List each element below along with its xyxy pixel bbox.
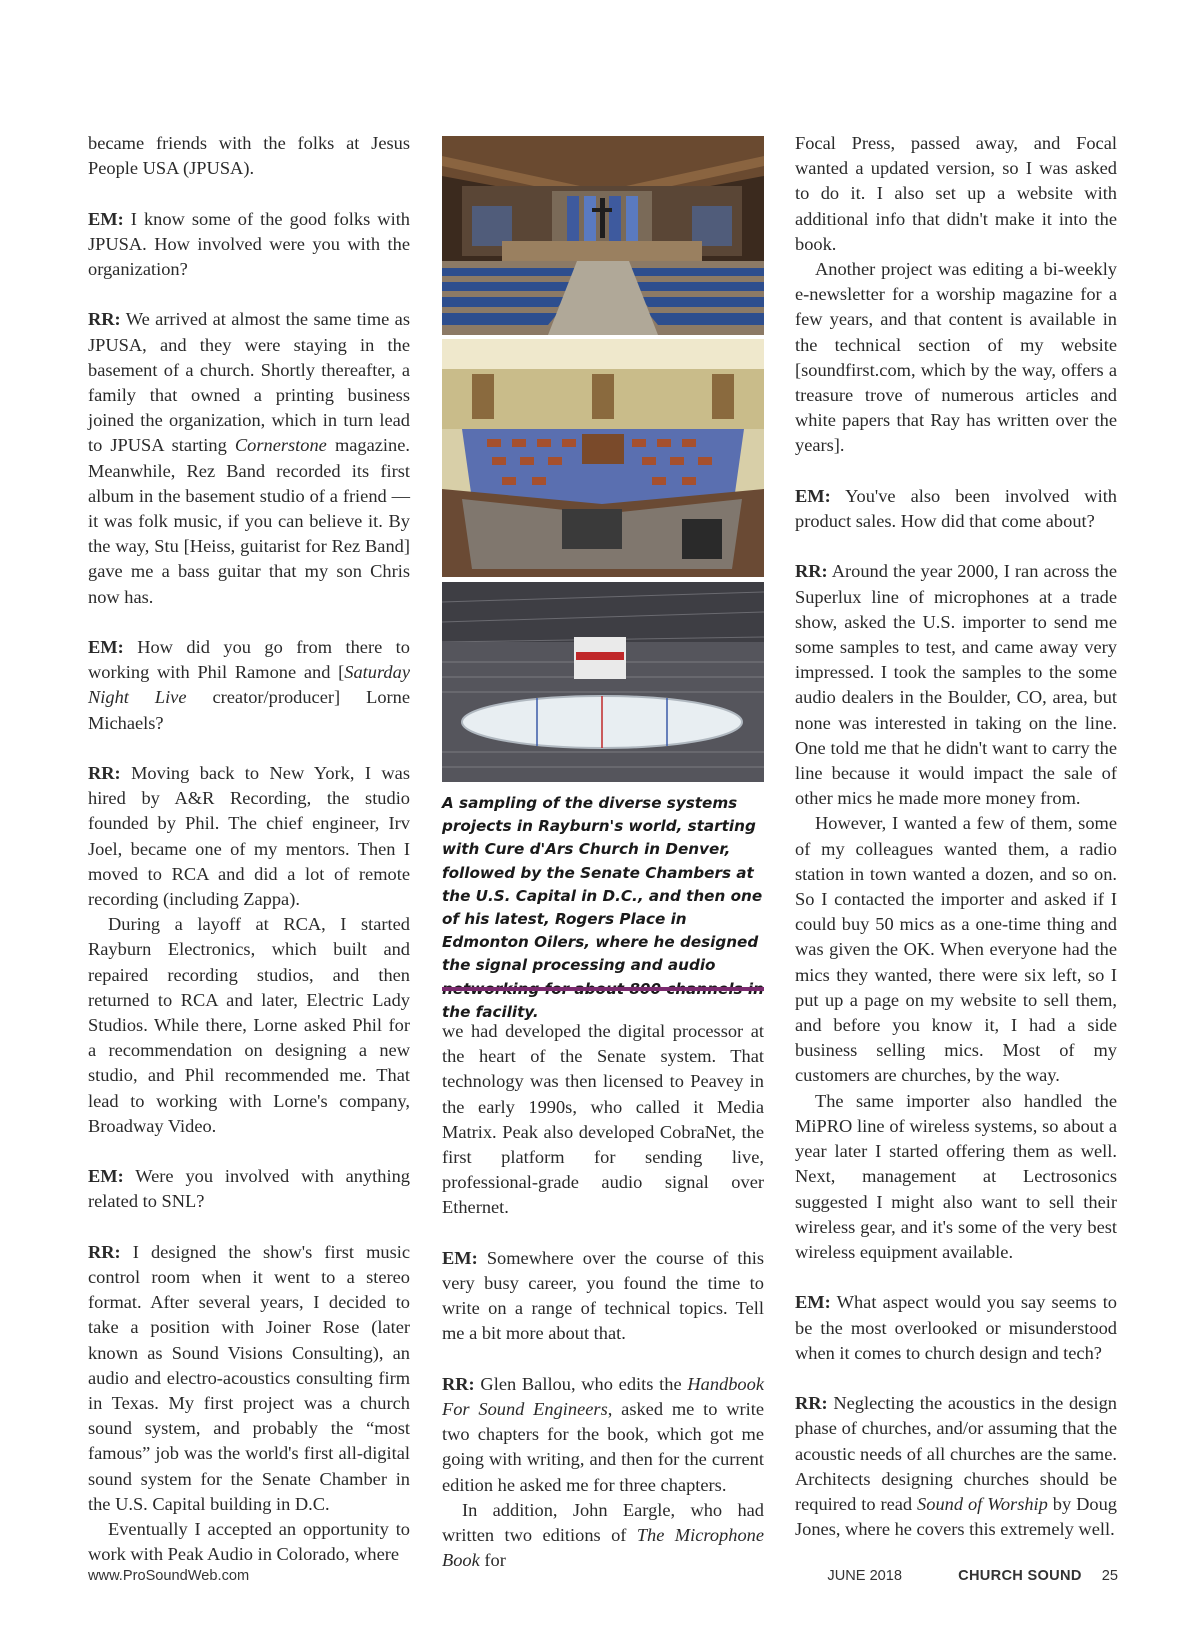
paragraph-text: by Doug Jones, where he covers this extremely well. [795,1493,1117,1540]
speaker-label: RR: [88,1241,121,1262]
paragraph: During a layoff at RCA, I started Rayburn Electronics, which built and repaired recording studios, and then returned to RCA and later, Electric Lady Studios. While there, Lorne asked Phil for a recommendation on designing a new studio, and Phil recommended me. That lead to working with Lorne's company, Broadway Video. [88,914,410,1136]
footer-website: www.ProSoundWeb.com [88,1568,250,1584]
book-title: The Microphone Book [442,1525,764,1571]
paragraph-text: You've also been involved with product sales. How did that come about? [795,485,1117,532]
speaker-label: RR: [88,763,121,784]
page-number: 25 [1101,1568,1118,1584]
paragraph [88,761,410,912]
show-title: Saturday Night Live [88,662,410,708]
paragraph-text: magazine. Meanwhile, Rez Band recorded its first album in the basement studio of a friend — it was folk music, if you can believe it. By the way, Stu [Heiss, guitarist for Rez Band] gave me a bass guitar that my son Chris now has. [88,435,410,607]
paragraph-text: I designed the show's first music control room when it went to a stereo format. After several years, I decided to take a position with Joiner Rose (later known as Sound Visions Consulting), an audio and electro-acoustics consulting firm in Texas. My first project was a church sound system, and probably the “most famous” job was the world's first all-digital sound system for the Senate Chamber in the U.S. Capital building in D.C. [88,1241,410,1514]
paragraph-text: Glen Ballou, who edits the [474,1373,688,1394]
paragraph: However, I wanted a few of them, some of my colleagues wanted them, a radio station in town wanted a dozen, and so on. So I contacted the importer and asked if I could buy 50 mics as a one-time thing and was given the OK. When everyone had the mics they wanted, there were six left, so I put up a page on my website to sell them, and before you know it, I had a side business selling mics. Most of my customers are churches, by the way. [795,813,1117,1086]
article-column-3 [795,131,1117,1542]
paragraph-text: , asked me to write two chapters for the book, which got me going with writing, and then for the current edition he asked me for three chapters. [442,1399,765,1495]
speaker-label: RR: [795,1393,828,1414]
paragraph-text: for [479,1550,506,1571]
paragraph-text: creator/producer] Lorne Michaels? [88,687,410,733]
paragraph [88,635,410,736]
paragraph-text: Moving back to New York, I was hired by A&R Recording, the studio founded by Phil. The chief engineer, Irv Joel, became one of my mentors. Then I moved to RCA and did a lot of remote recording (including Zappa). [88,763,410,910]
paragraph: became friends with the folks at Jesus People USA (JPUSA). [88,133,410,179]
paragraph [795,1290,1117,1366]
paragraph-text: I know some of the good folks with JPUSA. How involved were you with the organization? [88,208,410,279]
issue-date: JUNE 2018 [827,1568,903,1584]
magazine-name: CHURCH SOUND [958,1568,1082,1584]
speaker-label: EM: [88,637,124,658]
speaker-label: RR: [88,309,121,330]
caption-divider [442,987,764,991]
paragraph-text: We arrived at almost the same time as JPUSA, and they were staying in the basement of a church. Shortly thereafter, a family that owned a printing business joined the organization, which in turn lead to JPUSA starting [88,309,410,456]
paragraph: we had developed the digital processor at the heart of the Senate system. That technology was then licensed to Peavey in the early 1990s, who called it Media Matrix. Peak also developed CobraNet, the first platform for sending live, professional-grade audio signal over Ethernet. [442,1021,764,1218]
paragraph-text: Were you involved with anything related to SNL? [88,1166,410,1212]
speaker-label: RR: [795,561,828,582]
paragraph [442,1372,764,1498]
paragraph-text: How did you go from there to working with Phil Ramone and [ [88,637,410,683]
paragraph-text: In addition, John Eargle, who had written two editions of [442,1499,764,1546]
book-title: Handbook For Sound Engineers [442,1373,764,1420]
paragraph [88,1240,410,1517]
paragraph: The same importer also handled the MiPRO line of wireless systems, so about a year later I started offering them as well. Next, management at Lectrosonics suggested I might also want to sell their wireless gear, and it's some of the very best wireless equipment available. [795,1090,1117,1262]
speaker-label: EM: [88,1166,124,1187]
paragraph-text: Around the year 2000, I ran across the Superlux line of microphones at a trade show, asked the U.S. importer to send me some samples to test, and came away very impressed. I took the samples to the some audio dealers in the Boulder, CO, area, but none was interested in taking on the line. One told me that he didn't want to carry the line because it would impact the sale of other mics he made more money from. [795,561,1117,809]
paragraph-text: Neglecting the acoustics in the design phase of churches, and/or assuming that the acoustic needs of all churches are the same. Architects designing churches should be required to read [795,1393,1117,1514]
photo-caption: A sampling of the diverse systems projects in Rayburn's world, starting with Cure d'Ars Church in Denver, followed by the Senate Chambers at the U.S. Capital in D.C., and then one of his latest, Rogers Place in Edmonton Oilers, where he designed the signal processing and audio the facility. [442,794,763,1021]
paragraph [88,207,410,283]
paragraph [88,307,410,609]
article-column-1 [88,131,410,1567]
speaker-label: EM: [88,208,124,229]
paragraph [795,1391,1117,1542]
paragraph: Another project was editing a bi-weekly e-newsletter for a worship magazine for a few years, and that content is available in the technical section of my website [soundfirst.com, which by the way, offers a treasure trove of numerous articles and white papers that Ray has written over the years]. [795,259,1117,456]
arena-photo [442,582,764,782]
paragraph-text: What aspect would you say seems to be the most overlooked or misunderstood when it comes to church design and tech? [795,1292,1117,1363]
paragraph: Focal Press, passed away, and Focal wanted a updated version, so I was asked to do it. I also set up a website with additional info that didn't make it into the book. [795,133,1117,254]
book-title: Sound of Worship [917,1493,1048,1514]
paragraph [795,559,1117,811]
magazine-title: Cornerstone [234,435,327,456]
paragraph [88,1164,410,1214]
paragraph: Eventually I accepted an opportunity to work with Peak Audio in Colorado, where [88,1519,410,1565]
church-interior-photo [442,136,764,335]
paragraph [442,1498,764,1574]
speaker-label: EM: [795,1292,831,1313]
footer-folio [821,1568,1118,1584]
paragraph [795,484,1117,534]
speaker-label: EM: [442,1247,478,1268]
speaker-label: RR: [442,1373,475,1394]
paragraph-text: Somewhere over the course of this very busy career, you found the time to write on a range of technical topics. Tell me a bit more about that. [442,1247,764,1344]
senate-chamber-photo [442,339,764,577]
speaker-label: EM: [795,485,831,506]
paragraph [442,1246,764,1347]
